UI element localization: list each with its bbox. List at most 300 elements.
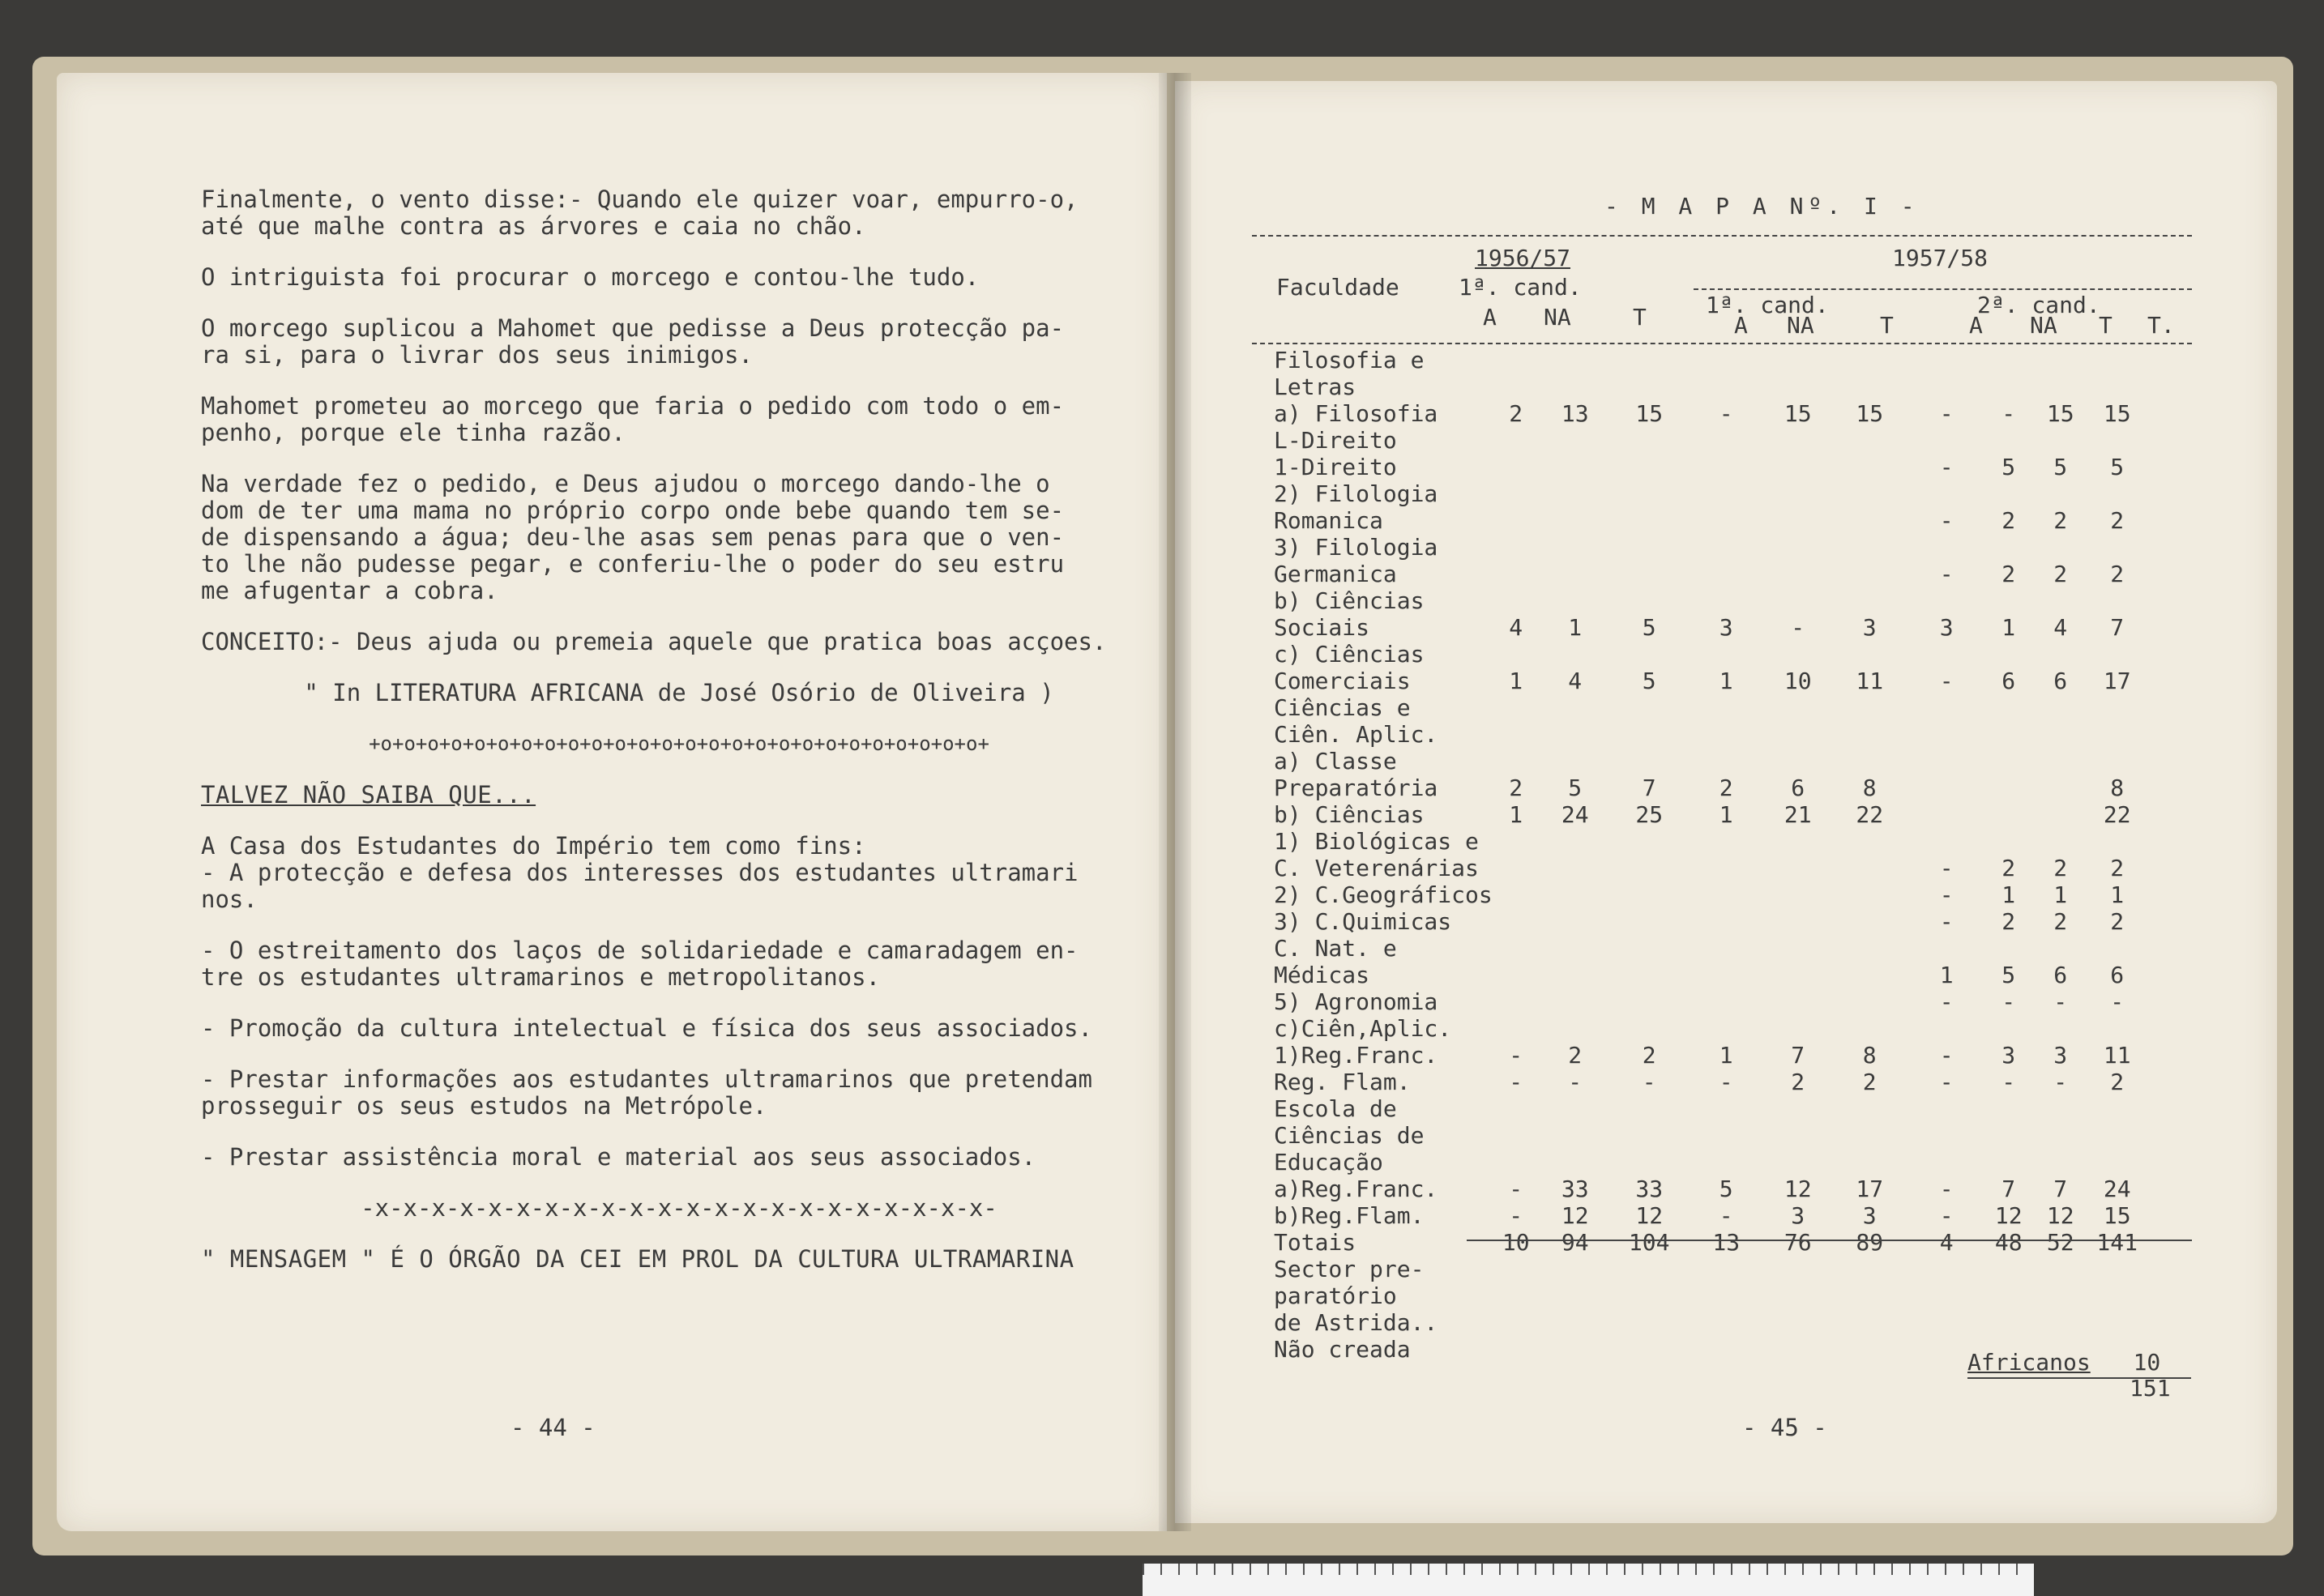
table-row (1274, 668, 2146, 694)
table-row (1274, 480, 2146, 507)
value-cell (1493, 507, 1540, 534)
value-cell: 33 (1561, 1176, 1589, 1202)
value-cell: 2 (2053, 855, 2068, 881)
value-cell (1985, 587, 2032, 614)
fins-item: - Prestar assistência moral e material aos seus associados. (201, 1143, 1036, 1171)
section-title: TALVEZ NÃO SAIBA QUE... (201, 781, 536, 809)
value-cell (2032, 1122, 2089, 1149)
value-cell: 24 (1561, 801, 1589, 828)
value-cell: 12 (1561, 1202, 1589, 1229)
value-cell (2089, 587, 2146, 614)
table-row (1274, 587, 2146, 614)
value-cell (1611, 427, 1688, 454)
value-cell (1831, 988, 1908, 1015)
value-cell (1493, 988, 1540, 1015)
value-cell: 2 (2110, 1069, 2125, 1095)
value-cell: 11 (1856, 668, 1884, 694)
africanos-row (1967, 1349, 2160, 1376)
value-cell (1688, 1122, 1765, 1149)
value-cell (2032, 801, 2089, 828)
value-cell (1493, 748, 1540, 775)
value-cell: - (1939, 1202, 1954, 1229)
faculdade-cell: 3) C.Quimicas (1274, 908, 1452, 935)
paragraph: Finalmente, o vento disse:- Quando ele quizer voar, empurro-o, até que malhe contra as árvores e caia no chão. (201, 186, 1079, 240)
value-cell (1493, 534, 1540, 561)
value-cell (1540, 454, 1611, 480)
value-cell (1985, 480, 2032, 507)
value-cell: 1 (1719, 1042, 1733, 1069)
col-header: NA (1787, 312, 1814, 339)
value-cell: 22 (1856, 801, 1884, 828)
value-cell (1611, 507, 1688, 534)
separator: -x-x-x-x-x-x-x-x-x-x-x-x-x-x-x-x-x-x-x-x-x-x- (361, 1194, 998, 1222)
table-row (1274, 1282, 2146, 1309)
separator: +o+o+o+o+o+o+o+o+o+o+o+o+o+o+o+o+o+o+o+o+o+o+o+o+o+o+ (369, 732, 989, 755)
table-row (1274, 1202, 2146, 1229)
value-cell (1493, 480, 1540, 507)
value-cell (1831, 855, 1908, 881)
value-cell (2032, 534, 2089, 561)
value-cell (1611, 587, 1688, 614)
value-cell: - (1719, 1069, 1733, 1095)
value-cell (1831, 373, 1908, 400)
value-cell: - (1568, 1069, 1583, 1095)
value-cell (1831, 347, 1908, 373)
value-cell: 1 (1509, 668, 1523, 694)
table-row (1274, 1176, 2146, 1202)
value-cell (1831, 828, 1908, 855)
value-cell (2089, 641, 2146, 668)
value-cell (1540, 962, 1611, 988)
value-cell (1688, 962, 1765, 988)
value-cell: 2 (2110, 855, 2125, 881)
faculdade-cell: 2) C.Geográficos (1274, 881, 1493, 908)
table-row (1274, 534, 2146, 561)
value-cell: - (1939, 1176, 1954, 1202)
value-cell (1765, 748, 1831, 775)
value-cell: 6 (1791, 775, 1805, 801)
value-cell (2089, 534, 2146, 561)
value-cell (2032, 828, 2089, 855)
value-cell: 2 (1719, 775, 1733, 801)
value-cell (1611, 641, 1688, 668)
value-cell (2032, 373, 2089, 400)
table-row (1274, 373, 2146, 400)
value-cell (2089, 1122, 2146, 1149)
faculdade-cell: Educação (1274, 1149, 1383, 1176)
page-number: - 44 - (511, 1414, 596, 1441)
faculdade-cell: Escola de (1274, 1095, 1397, 1122)
value-cell (2032, 1309, 2089, 1336)
value-cell (1765, 1336, 1831, 1363)
value-cell (1688, 1015, 1765, 1042)
table-row (1274, 988, 2146, 1015)
value-cell (1611, 1015, 1688, 1042)
value-cell (1688, 507, 1765, 534)
table-row (1274, 1015, 2146, 1042)
table-row (1274, 1069, 2146, 1095)
rule-line (1694, 288, 2192, 290)
faculdade-cell: b) Ciências (1274, 801, 1425, 828)
value-cell: 24 (2103, 1176, 2131, 1202)
table-row (1274, 881, 2146, 908)
value-cell: - (1939, 855, 1954, 881)
value-cell (1688, 1149, 1765, 1176)
value-cell: 10 (1502, 1229, 1530, 1256)
value-cell: 12 (1635, 1202, 1664, 1229)
value-cell (1831, 694, 1908, 721)
value-cell: 33 (1635, 1176, 1664, 1202)
value-cell: - (1939, 881, 1954, 908)
faculdade-cell: Totais (1274, 1229, 1356, 1256)
value-cell (2032, 427, 2089, 454)
value-cell (2089, 748, 2146, 775)
value-cell (1985, 1015, 2032, 1042)
value-cell (1540, 1309, 1611, 1336)
value-cell (1765, 1282, 1831, 1309)
value-cell: 3 (1862, 1202, 1877, 1229)
value-cell (1688, 828, 1765, 855)
value-cell: - (1939, 1042, 1954, 1069)
value-cell (1688, 748, 1765, 775)
value-cell (1985, 641, 2032, 668)
faculdade-cell: b)Reg.Flam. (1274, 1202, 1425, 1229)
value-cell (1611, 373, 1688, 400)
value-cell (2032, 480, 2089, 507)
table-row (1274, 1042, 2146, 1069)
value-cell (1493, 1122, 1540, 1149)
value-cell (1908, 828, 1985, 855)
value-cell: 1 (1719, 801, 1733, 828)
value-cell: 22 (2103, 801, 2131, 828)
value-cell (1493, 347, 1540, 373)
value-cell: 3 (1719, 614, 1733, 641)
value-cell (1831, 454, 1908, 480)
value-cell (1493, 1149, 1540, 1176)
value-cell (1611, 694, 1688, 721)
value-cell (1765, 427, 1831, 454)
value-cell (1611, 480, 1688, 507)
value-cell: 12 (1994, 1202, 2023, 1229)
faculdade-cell: Sociais (1274, 614, 1370, 641)
faculdade-cell: a)Reg.Franc. (1274, 1176, 1438, 1202)
year-header: 1956/57 (1475, 245, 1571, 271)
value-cell (1908, 1015, 1985, 1042)
value-cell: - (1939, 454, 1954, 480)
value-cell (1611, 1122, 1688, 1149)
value-cell: 1 (2001, 881, 2016, 908)
value-cell (2032, 641, 2089, 668)
value-cell (1908, 427, 1985, 454)
value-cell (1765, 935, 1831, 962)
value-cell: - (1509, 1042, 1523, 1069)
value-cell (1611, 962, 1688, 988)
value-cell (1493, 641, 1540, 668)
value-cell (1831, 1336, 1908, 1363)
value-cell (2032, 1149, 2089, 1176)
value-cell: 141 (2096, 1229, 2138, 1256)
faculdade-cell: C. Nat. e (1274, 935, 1397, 962)
value-cell (1540, 1336, 1611, 1363)
value-cell (1765, 988, 1831, 1015)
value-cell (1688, 587, 1765, 614)
table-row (1274, 454, 2146, 480)
value-cell (1985, 694, 2032, 721)
value-cell (1540, 1095, 1611, 1122)
value-cell (1493, 427, 1540, 454)
value-cell: - (1791, 614, 1805, 641)
value-cell: 52 (2046, 1229, 2074, 1256)
paragraph: O morcego suplicou a Mahomet que pedisse a Deus protecção pa- ra si, para o livrar dos seus inimigos. (201, 314, 1065, 369)
rule-line (1252, 343, 2192, 344)
value-cell (1493, 561, 1540, 587)
value-cell (1765, 908, 1831, 935)
scale-ruler (1143, 1564, 2034, 1596)
value-cell (1540, 507, 1611, 534)
value-cell: 2 (2110, 507, 2125, 534)
value-cell (1765, 454, 1831, 480)
fins-item: - A protecção e defesa dos interesses dos estudantes ultramari nos. (201, 859, 1079, 913)
value-cell (1688, 1095, 1765, 1122)
value-cell (2089, 694, 2146, 721)
table-row (1274, 1309, 2146, 1336)
value-cell: - (1939, 1069, 1954, 1095)
value-cell (1985, 775, 2032, 801)
value-cell (1688, 561, 1765, 587)
value-cell (1985, 801, 2032, 828)
table-row (1274, 748, 2146, 775)
value-cell (1985, 427, 2032, 454)
value-cell (1765, 881, 1831, 908)
table-row (1274, 935, 2146, 962)
value-cell (1985, 828, 2032, 855)
value-cell (1611, 1256, 1688, 1282)
table-row (1274, 427, 2146, 454)
value-cell (2032, 1015, 2089, 1042)
faculdade-cell: a) Classe (1274, 748, 1397, 775)
value-cell (1493, 373, 1540, 400)
value-cell (1985, 1149, 2032, 1176)
value-cell (1493, 1309, 1540, 1336)
value-cell (1688, 1309, 1765, 1336)
value-cell (1493, 721, 1540, 748)
value-cell (1831, 1122, 1908, 1149)
value-cell (1908, 775, 1985, 801)
faculdade-cell: 3) Filologia (1274, 534, 1438, 561)
cand-header: 1ª. cand. (1459, 274, 1582, 301)
value-cell: - (1939, 668, 1954, 694)
value-cell (1540, 1256, 1611, 1282)
value-cell (2032, 587, 2089, 614)
value-cell: 2 (2110, 908, 2125, 935)
value-cell: - (1642, 1069, 1656, 1095)
value-cell (1688, 641, 1765, 668)
value-cell: 6 (2001, 668, 2016, 694)
value-cell: 2 (2001, 561, 2016, 587)
value-cell (1688, 427, 1765, 454)
value-cell: 7 (2001, 1176, 2016, 1202)
value-cell (1688, 881, 1765, 908)
value-cell (1908, 748, 1985, 775)
faculdade-cell: Ciências de (1274, 1122, 1425, 1149)
value-cell (1908, 721, 1985, 748)
table-row (1274, 1229, 2146, 1256)
value-cell: 1 (1509, 801, 1523, 828)
value-cell: 94 (1561, 1229, 1589, 1256)
table-row (1274, 1256, 2146, 1282)
value-cell (1985, 721, 2032, 748)
value-cell: - (2001, 988, 2016, 1015)
value-cell: 1 (2001, 614, 2016, 641)
value-cell: 1 (1568, 614, 1583, 641)
value-cell (2089, 480, 2146, 507)
table-row (1274, 775, 2146, 801)
value-cell: 2 (1568, 1042, 1583, 1069)
faculdade-cell: c)Ciên,Aplic. (1274, 1015, 1452, 1042)
table-row (1274, 908, 2146, 935)
value-cell: 4 (1568, 668, 1583, 694)
value-cell: 4 (1939, 1229, 1954, 1256)
cand-header: 1ª. cand. (1706, 292, 1829, 318)
table-row (1274, 641, 2146, 668)
value-cell (1493, 694, 1540, 721)
value-cell: 4 (2053, 614, 2068, 641)
value-cell: - (1509, 1202, 1523, 1229)
value-cell: 2 (2001, 855, 2016, 881)
value-cell (1540, 1015, 1611, 1042)
value-cell: 2 (2053, 561, 2068, 587)
value-cell: 15 (2103, 400, 2131, 427)
value-cell (1831, 1256, 1908, 1282)
value-cell (1688, 1336, 1765, 1363)
value-cell: 5 (1642, 668, 1656, 694)
faculdade-cell: L-Direito (1274, 427, 1397, 454)
value-cell (1540, 721, 1611, 748)
value-cell: 2 (1509, 775, 1523, 801)
value-cell (1765, 480, 1831, 507)
rule-line (1252, 235, 2192, 237)
table-row (1274, 614, 2146, 641)
value-cell (1908, 373, 1985, 400)
value-cell (1611, 1309, 1688, 1336)
value-cell (1908, 1122, 1985, 1149)
year-header: 1957/58 (1892, 245, 1989, 271)
value-cell: - (1939, 400, 1954, 427)
faculdade-cell: 1)Reg.Franc. (1274, 1042, 1438, 1069)
faculdade-cell: 5) Agronomia (1274, 988, 1438, 1015)
value-cell: 2 (2001, 507, 2016, 534)
value-cell: 12 (2046, 1202, 2074, 1229)
fins-item: - Promoção da cultura intelectual e física dos seus associados. (201, 1014, 1092, 1042)
cand-header: 2ª. cand. (1977, 292, 2100, 318)
value-cell: 6 (2110, 962, 2125, 988)
page-number: - 45 - (1742, 1414, 1827, 1441)
value-cell: 15 (1856, 400, 1884, 427)
col-header-faculdade: Faculdade (1276, 274, 1399, 301)
value-cell: 3 (2001, 1042, 2016, 1069)
value-cell (2032, 1256, 2089, 1282)
value-cell: - (2053, 988, 2068, 1015)
value-cell (2089, 1095, 2146, 1122)
faculdade-cell: Sector pre- (1274, 1256, 1425, 1282)
value-cell (1765, 828, 1831, 855)
col-header: A (1969, 312, 1983, 339)
value-cell (1831, 587, 1908, 614)
value-cell (1611, 748, 1688, 775)
value-cell (1493, 1015, 1540, 1042)
value-cell (1908, 1309, 1985, 1336)
value-cell: 4 (1509, 614, 1523, 641)
value-cell: 5 (2001, 962, 2016, 988)
value-cell: 5 (1642, 614, 1656, 641)
value-cell (1540, 855, 1611, 881)
value-cell (1688, 1256, 1765, 1282)
value-cell: 7 (1791, 1042, 1805, 1069)
value-cell (2089, 935, 2146, 962)
value-cell (1985, 1256, 2032, 1282)
mapa-table (1274, 347, 2146, 1363)
value-cell (1611, 561, 1688, 587)
value-cell: 5 (2001, 454, 2016, 480)
value-cell: 5 (1568, 775, 1583, 801)
fins-intro: A Casa dos Estudantes do Império tem como fins: (201, 832, 866, 860)
value-cell (1985, 534, 2032, 561)
value-cell (1688, 534, 1765, 561)
value-cell (1765, 373, 1831, 400)
value-cell (1540, 373, 1611, 400)
col-header: T (1880, 312, 1894, 339)
value-cell: - (1509, 1176, 1523, 1202)
value-cell: 3 (1939, 614, 1954, 641)
faculdade-cell: 1) Biológicas e (1274, 828, 1479, 855)
value-cell (1831, 721, 1908, 748)
value-cell (1985, 373, 2032, 400)
value-cell (1611, 828, 1688, 855)
value-cell (1908, 1095, 1985, 1122)
col-header: T (1633, 304, 1647, 331)
table-row (1274, 1122, 2146, 1149)
value-cell: 13 (1561, 400, 1589, 427)
value-cell (1765, 1095, 1831, 1122)
value-cell (1611, 1336, 1688, 1363)
value-cell (1985, 1309, 2032, 1336)
value-cell (2089, 347, 2146, 373)
fins-item: - Prestar informações aos estudantes ultramarinos que pretendam prosseguir os seus estudos na Metrópole. (201, 1065, 1092, 1120)
value-cell (1688, 908, 1765, 935)
value-cell (1985, 1282, 2032, 1309)
value-cell (1908, 587, 1985, 614)
value-cell (1611, 935, 1688, 962)
value-cell: 2 (1642, 1042, 1656, 1069)
value-cell (1765, 507, 1831, 534)
value-cell: 2 (2001, 908, 2016, 935)
value-cell (1688, 694, 1765, 721)
value-cell (1611, 1282, 1688, 1309)
value-cell (2032, 721, 2089, 748)
value-cell (1540, 881, 1611, 908)
value-cell: 2 (2110, 561, 2125, 587)
value-cell: 1 (2110, 881, 2125, 908)
value-cell: 2 (1509, 400, 1523, 427)
value-cell (1493, 1336, 1540, 1363)
value-cell (1831, 641, 1908, 668)
table-row (1274, 721, 2146, 748)
value-cell: 7 (2110, 614, 2125, 641)
value-cell (1540, 480, 1611, 507)
value-cell (1611, 1149, 1688, 1176)
value-cell (1908, 1282, 1985, 1309)
value-cell: - (1509, 1069, 1523, 1095)
